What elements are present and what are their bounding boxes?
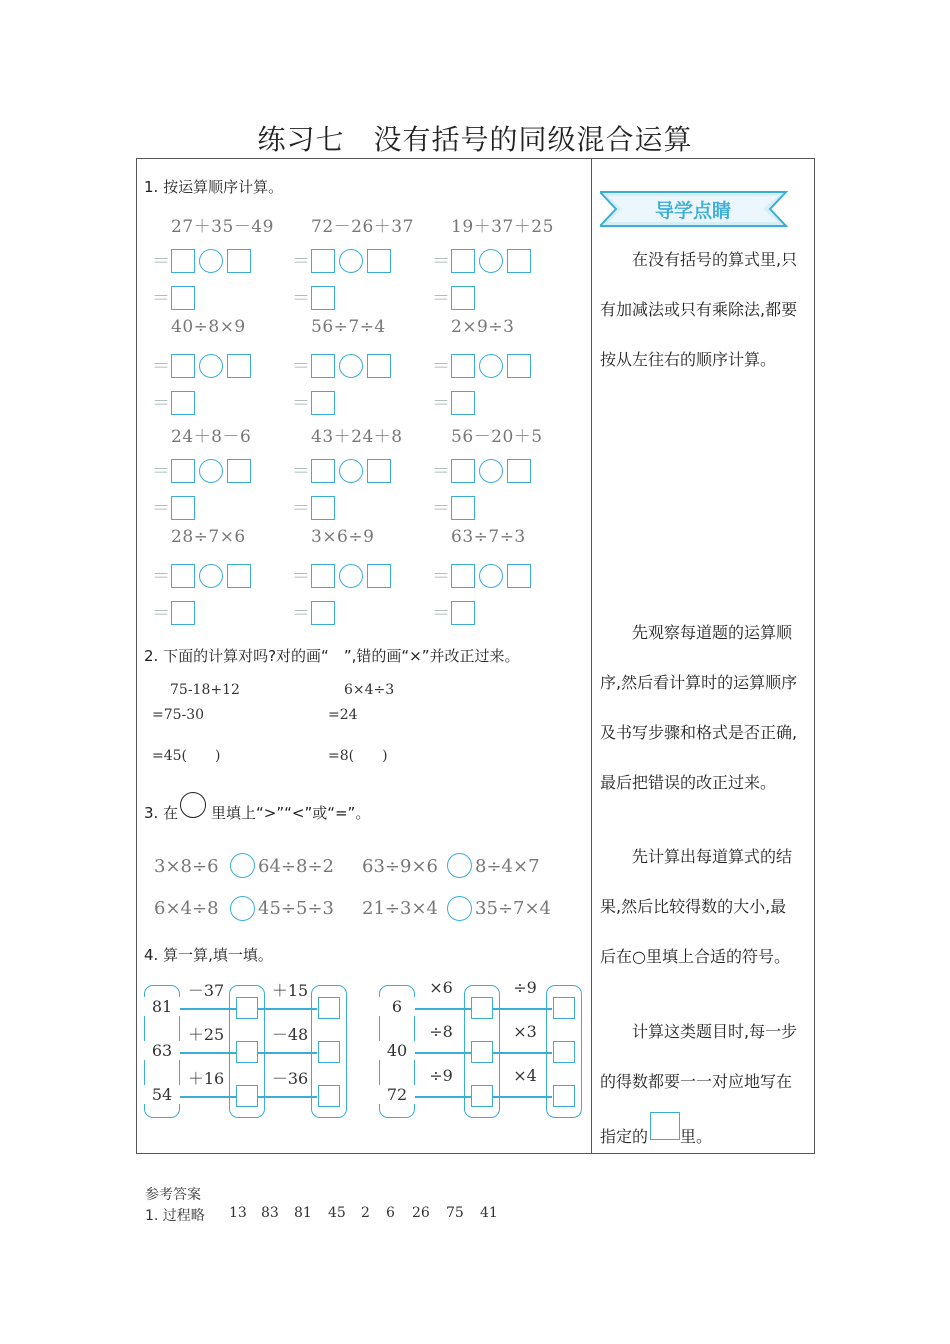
tip-line: 按从左往右的顺序计算。	[600, 350, 777, 369]
answer-box[interactable]	[507, 459, 531, 483]
expression: 43＋24＋8	[311, 427, 403, 447]
result-box[interactable]	[311, 496, 335, 520]
tip-line: 计算这类题目时,每一步	[600, 1022, 798, 1041]
circle-symbol-icon	[180, 792, 206, 818]
operator-circle[interactable]	[479, 564, 503, 588]
answer-box[interactable]	[507, 354, 531, 378]
question-3-label-a: 3. 在	[144, 804, 179, 822]
equals-sign: ＝	[152, 566, 170, 587]
answer-box[interactable]	[507, 564, 531, 588]
equals-sign: ＝	[432, 498, 450, 519]
equals-sign: ＝	[292, 288, 310, 309]
compare-circle[interactable]	[447, 896, 472, 921]
result-box[interactable]	[311, 391, 335, 415]
answer-box[interactable]	[318, 1085, 340, 1107]
answer-box[interactable]	[451, 564, 475, 588]
operator-circle[interactable]	[479, 249, 503, 273]
answer-value: 41	[480, 1205, 498, 1221]
tip-line: 序,然后看计算时的运算顺序	[600, 673, 798, 692]
tip-4	[600, 1007, 797, 1107]
answer-value: 45	[328, 1205, 346, 1221]
equals-sign: ＝	[292, 393, 310, 414]
answer-box[interactable]	[171, 459, 195, 483]
expression: 24＋8－6	[171, 427, 252, 447]
expression: 28÷7×6	[171, 527, 246, 547]
start-number: 40	[379, 1041, 415, 1060]
equals-sign: ＝	[152, 461, 170, 482]
compare-circle[interactable]	[230, 853, 255, 878]
question-4-label: 4. 算一算,填一填。	[144, 946, 273, 964]
operation-label: ×3	[513, 1022, 537, 1041]
tip-line: 有加减法或只有乘除法,都要	[600, 300, 798, 319]
equals-sign: ＝	[292, 498, 310, 519]
compare-right: 45÷5÷3	[258, 898, 334, 919]
operator-circle[interactable]	[339, 354, 363, 378]
operation-label: ＋25	[187, 1025, 225, 1044]
start-number: 81	[144, 997, 180, 1016]
answer-box[interactable]	[451, 459, 475, 483]
answer-value: 26	[412, 1205, 430, 1221]
tip-4-last-a: 指定的	[600, 1127, 649, 1146]
compare-circle[interactable]	[447, 853, 472, 878]
tip-line: 先观察每道题的运算顺	[600, 623, 793, 642]
equals-sign: ＝	[432, 566, 450, 587]
answer-heading: 参考答案	[145, 1187, 201, 1203]
compare-left: 63÷9×6	[362, 856, 438, 877]
equals-sign: ＝	[432, 356, 450, 377]
answer-box[interactable]	[311, 459, 335, 483]
equals-sign: ＝	[292, 356, 310, 377]
answer-box[interactable]	[171, 354, 195, 378]
result-box[interactable]	[171, 601, 195, 625]
equals-sign: ＝	[432, 393, 450, 414]
answer-box[interactable]	[451, 249, 475, 273]
answer-value: 6	[386, 1205, 395, 1221]
compare-right: 8÷4×7	[475, 856, 540, 877]
q2-b-line2: =24	[328, 707, 358, 723]
operator-circle[interactable]	[199, 354, 223, 378]
tip-1	[600, 235, 797, 385]
tip-line: 果,然后比较得数的大小,最	[600, 897, 787, 916]
expression: 40÷8×9	[171, 317, 246, 337]
operator-circle[interactable]	[199, 564, 223, 588]
question-3-label-b: 里填上“>”“<”或“=”。	[211, 804, 371, 822]
operator-circle[interactable]	[199, 249, 223, 273]
q2-a-line3[interactable]: =45( )	[152, 748, 221, 764]
equals-sign: ＝	[432, 603, 450, 624]
answer-box[interactable]	[236, 997, 258, 1019]
answer-box[interactable]	[318, 1041, 340, 1063]
operator-circle[interactable]	[339, 249, 363, 273]
tip-line: 先计算出每道算式的结	[600, 847, 793, 866]
result-box[interactable]	[171, 496, 195, 520]
answer-box[interactable]	[471, 997, 493, 1019]
operator-circle[interactable]	[339, 459, 363, 483]
equals-sign: ＝	[432, 251, 450, 272]
answer-value: 83	[261, 1205, 279, 1221]
equals-sign: ＝	[292, 603, 310, 624]
question-1-label: 1. 按运算顺序计算。	[144, 178, 284, 196]
result-box[interactable]	[451, 496, 475, 520]
expression: 3×6÷9	[311, 527, 375, 547]
start-number: 54	[144, 1085, 180, 1104]
answer-value: 81	[294, 1205, 312, 1221]
q2-b-line1: 6×4÷3	[344, 682, 395, 698]
answer-box[interactable]	[367, 354, 391, 378]
operation-label: ＋16	[187, 1069, 225, 1088]
equals-sign: ＝	[432, 461, 450, 482]
result-box[interactable]	[171, 391, 195, 415]
operator-circle[interactable]	[339, 564, 363, 588]
compare-right: 35÷7×4	[475, 898, 551, 919]
operation-label: ×4	[513, 1066, 537, 1085]
result-box[interactable]	[311, 601, 335, 625]
answer-box[interactable]	[318, 997, 340, 1019]
operation-label: ÷9	[429, 1066, 453, 1085]
answer-value: 75	[446, 1205, 464, 1221]
tip-line: 在没有括号的算式里,只	[600, 250, 798, 269]
tip-line: 的得数都要一一对应地写在	[600, 1072, 793, 1091]
equals-sign: ＝	[292, 251, 310, 272]
start-number: 6	[379, 997, 415, 1016]
blank-box-icon	[650, 1112, 680, 1140]
operation-label: －37	[187, 981, 225, 1000]
start-number: 72	[379, 1085, 415, 1104]
result-box[interactable]	[171, 286, 195, 310]
answer-box[interactable]	[171, 564, 195, 588]
compare-left: 3×8÷6	[154, 856, 219, 877]
tip-4-last-b: 里。	[680, 1127, 713, 1146]
compare-left: 6×4÷8	[154, 898, 219, 919]
answer-box[interactable]	[227, 354, 251, 378]
answer-box[interactable]	[553, 1085, 575, 1107]
equals-sign: ＝	[292, 566, 310, 587]
answer-box[interactable]	[471, 1085, 493, 1107]
tip-line: 最后把错误的改正过来。	[600, 773, 777, 792]
tip-line: 后在○里填上合适的符号。	[600, 947, 790, 966]
result-box[interactable]	[451, 391, 475, 415]
answer-box[interactable]	[311, 354, 335, 378]
answer-line1-label: 1. 过程略	[145, 1208, 205, 1224]
equals-sign: ＝	[152, 603, 170, 624]
answer-value: 13	[229, 1205, 247, 1221]
expression: 72－26＋37	[311, 217, 414, 237]
answer-box[interactable]	[236, 1085, 258, 1107]
answer-box[interactable]	[553, 1041, 575, 1063]
column-divider	[591, 158, 592, 1154]
compare-left: 21÷3×4	[362, 898, 438, 919]
answer-box[interactable]	[507, 249, 531, 273]
expression: 27＋35－49	[171, 217, 274, 237]
operation-label: ＋15	[271, 981, 309, 1000]
operator-circle[interactable]	[199, 459, 223, 483]
operator-circle[interactable]	[479, 354, 503, 378]
equals-sign: ＝	[152, 393, 170, 414]
expression: 19＋37＋25	[451, 217, 554, 237]
result-box[interactable]	[311, 286, 335, 310]
answer-box[interactable]	[367, 459, 391, 483]
answer-box[interactable]	[227, 249, 251, 273]
answer-box[interactable]	[236, 1041, 258, 1063]
equals-sign: ＝	[152, 251, 170, 272]
q2-a-line1: 75-18+12	[170, 682, 240, 698]
answer-box[interactable]	[471, 1041, 493, 1063]
answer-box[interactable]	[227, 564, 251, 588]
equals-sign: ＝	[152, 356, 170, 377]
result-box[interactable]	[451, 601, 475, 625]
answer-box[interactable]	[311, 249, 335, 273]
answer-box[interactable]	[367, 564, 391, 588]
q2-b-line3[interactable]: =8( )	[328, 748, 388, 764]
operation-label: ×6	[429, 978, 453, 997]
expression: 2×9÷3	[451, 317, 515, 337]
q2-a-line2: =75-30	[152, 707, 205, 723]
answer-box[interactable]	[451, 354, 475, 378]
operation-label: ÷8	[429, 1022, 453, 1041]
compare-circle[interactable]	[230, 896, 255, 921]
operation-label: ÷9	[513, 978, 537, 997]
start-number: 63	[144, 1041, 180, 1060]
answer-box[interactable]	[171, 249, 195, 273]
tip-line: 及书写步骤和格式是否正确,	[600, 723, 798, 742]
answer-box[interactable]	[553, 997, 575, 1019]
answer-box[interactable]	[367, 249, 391, 273]
page-title: 练习七 没有括号的同级混合运算	[257, 123, 693, 156]
equals-sign: ＝	[152, 498, 170, 519]
result-box[interactable]	[451, 286, 475, 310]
question-2-label: 2. 下面的计算对吗?对的画“ ”,错的画“×”并改正过来。	[144, 647, 520, 665]
answer-value: 2	[361, 1205, 370, 1221]
compare-right: 64÷8÷2	[258, 856, 334, 877]
operator-circle[interactable]	[479, 459, 503, 483]
expression: 56÷7÷4	[311, 317, 386, 337]
tip-3	[600, 832, 792, 982]
answer-box[interactable]	[227, 459, 251, 483]
equals-sign: ＝	[292, 461, 310, 482]
equals-sign: ＝	[152, 288, 170, 309]
operation-label: －36	[271, 1069, 309, 1088]
guide-banner-title: 导学点睛	[654, 200, 731, 222]
expression: 63÷7÷3	[451, 527, 526, 547]
answer-box[interactable]	[311, 564, 335, 588]
equals-sign: ＝	[432, 288, 450, 309]
tip-2	[600, 608, 797, 808]
operation-label: －48	[271, 1025, 309, 1044]
expression: 56－20＋5	[451, 427, 543, 447]
